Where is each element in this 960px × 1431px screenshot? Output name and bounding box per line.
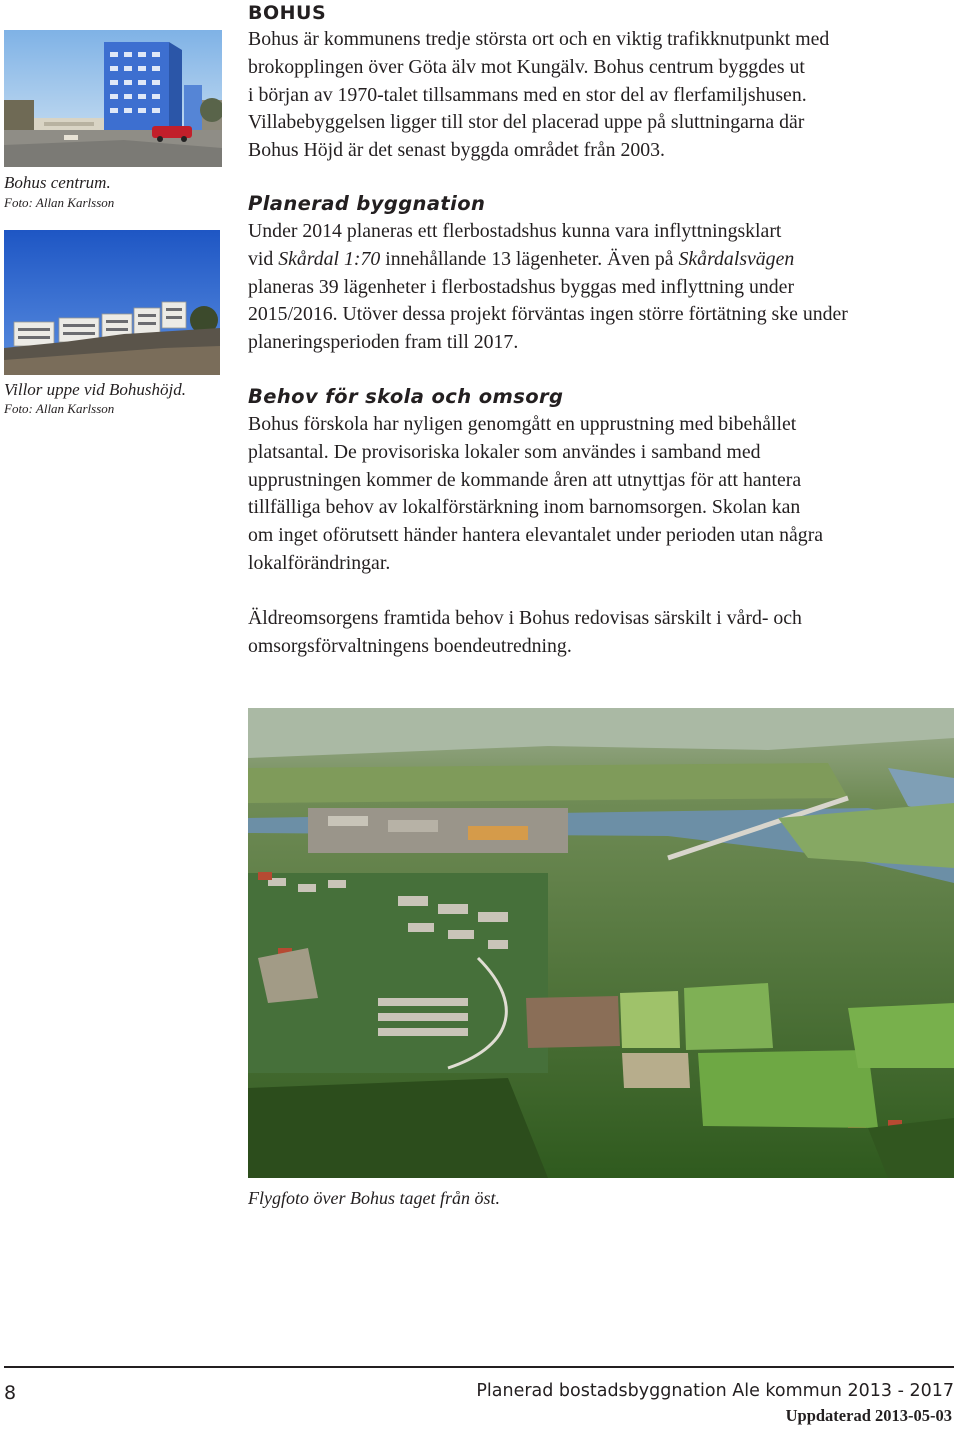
text-line: brokopplingen över Göta älv mot Kungälv. Bohus centrum byggdes ut (248, 55, 805, 78)
text-line: platsantal. De provisoriska lokaler som användes i samband med (248, 440, 761, 463)
text-line: Bohus Höjd är det senast byggda området från 2003. (248, 139, 665, 162)
section-heading-bohus: BOHUS (248, 2, 327, 24)
footer-rule (4, 1366, 954, 1368)
text-span: innehållande 13 lägenheter. Även på (380, 247, 679, 270)
aerial-photo-bohus (248, 708, 954, 1178)
section-heading-planerad: Planerad byggnation (248, 192, 486, 215)
photo-bohus-centrum (4, 30, 222, 167)
text-line: Under 2014 planeras ett flerbostadshus kunna vara inflyttningsklart (248, 220, 782, 242)
photo2-credit: Foto: Allan Karlsson (4, 401, 115, 416)
text-line: lokalförändringar. (248, 551, 391, 574)
photo2-caption: Villor uppe vid Bohushöjd. (4, 380, 186, 399)
text-line: Bohus förskola har nyligen genomgått en upprustning med bibehållet (248, 413, 797, 435)
text-line: upprustningen kommer de kommande åren att utnyttjas för att hantera (248, 468, 802, 491)
text-line: omsorgsförvaltningens boendeutredning. (248, 634, 572, 657)
footer-title: Planerad bostadsbyggnation Ale kommun 2013 - 2017 (476, 1381, 954, 1401)
place-name-skardal: Skårdal 1:70 (278, 247, 381, 270)
text-line: tillfälliga behov av lokalförstärkning inom barnomsorgen. Skolan kan (248, 496, 801, 519)
footer-updated-date: Uppdaterad 2013-05-03 (785, 1406, 952, 1425)
text-line: Bohus är kommunens tredje största ort och en viktig trafikknutpunkt med (248, 28, 830, 50)
photo1-caption: Bohus centrum. (4, 173, 111, 192)
section-heading-behov: Behov för skola och omsorg (248, 385, 564, 408)
text-line: om inget oförutsett händer hantera elevantalet under perioden utan några (248, 524, 824, 547)
text-line: i början av 1970-talet tillsammans med en stor del av flerfamiljshusen. (248, 83, 807, 106)
photo-villor-bohushojd (4, 230, 220, 375)
text-line: Villabebyggelsen ligger till stor del placerad uppe på sluttningarna där (248, 111, 805, 134)
text-line: planeras 39 lägenheter i flerbostadshus byggas med inflyttning under (248, 275, 795, 298)
intro-paragraph (248, 26, 954, 165)
needs-paragraph (248, 411, 954, 578)
aerial-caption: Flygfoto över Bohus taget från öst. (248, 1188, 500, 1208)
text-span: vid (248, 247, 279, 270)
text-line (248, 246, 954, 274)
text-line: Äldreomsorgens framtida behov i Bohus redovisas särskilt i vård- och (248, 607, 802, 629)
page-number: 8 (4, 1382, 17, 1404)
text-line: 2015/2016. Utöver dessa projekt förväntas ingen större förtätning ske under (248, 303, 848, 326)
elderly-paragraph (248, 605, 954, 661)
photo1-credit: Foto: Allan Karlsson (4, 195, 115, 210)
place-name-skardalsvagen: Skårdalsvägen (678, 247, 795, 270)
planned-paragraph (248, 218, 954, 357)
text-line: planeringsperioden fram till 2017. (248, 331, 519, 354)
